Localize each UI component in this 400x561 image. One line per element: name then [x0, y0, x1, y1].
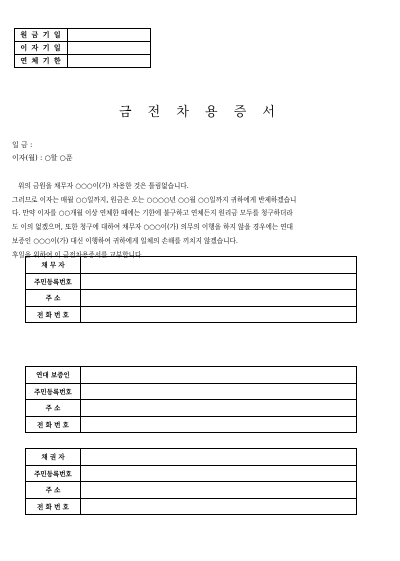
creditor-phone-value[interactable]: [81, 498, 357, 515]
overdue-limit-label: 연 체 기 한: [15, 55, 68, 68]
table-row: [26, 482, 357, 499]
debtor-table: [25, 256, 357, 323]
table-row: [26, 498, 357, 515]
deadline-table: [14, 28, 151, 68]
creditor-label: 채 권 자: [26, 449, 81, 466]
loan-terms-text: [12, 180, 390, 262]
debtor-id-value[interactable]: [81, 273, 357, 290]
creditor-id-label: 주민등록번호: [26, 465, 81, 482]
table-row: [26, 290, 357, 307]
body-line: 후일을 위하여 이 금전차용증서를 교부합니다.: [12, 250, 144, 259]
guarantor-id-value[interactable]: [81, 383, 357, 400]
guarantor-phone-label: 전 화 번 호: [26, 416, 81, 433]
overdue-limit-value[interactable]: [68, 55, 151, 68]
body-line: 도 이의 없겠으며, 또한 청구에 대하여 채무자 ○○○이(가) 의무의 이행을 하지 않을 경우에는 연대: [12, 223, 294, 232]
table-row: [26, 306, 357, 323]
creditor-table: [25, 448, 357, 515]
debtor-value[interactable]: [81, 257, 357, 274]
document-title: 금 전 차 용 증 서: [118, 105, 281, 120]
table-row: [15, 29, 151, 42]
interest-label: 이자(월) :: [12, 154, 43, 162]
table-row: [26, 465, 357, 482]
body-line: 위의 금원을 채무자 ○○○이(가) 차용한 것은 틀림없습니다.: [18, 182, 189, 190]
guarantor-address-value[interactable]: [81, 400, 357, 417]
body-line: 그러므로 이자는 매월 ○○일까지, 원금은 오는 ○○○○년 ○○월 ○○일까지 귀하에게 반제하겠습니: [12, 195, 297, 204]
table-row: [15, 55, 151, 68]
interest-field: [12, 153, 73, 163]
table-row: [26, 367, 357, 384]
creditor-id-value[interactable]: [81, 465, 357, 482]
table-row: [26, 449, 357, 466]
interest-due-label: 이 자 기 일: [15, 42, 68, 55]
creditor-address-value[interactable]: [81, 482, 357, 499]
table-row: [26, 416, 357, 433]
guarantor-address-label: 주 소: [26, 400, 81, 417]
debtor-address-value[interactable]: [81, 290, 357, 307]
interest-due-value[interactable]: [68, 42, 151, 55]
amount-field: [12, 140, 50, 150]
table-row: [26, 400, 357, 417]
table-row: [15, 42, 151, 55]
body-line: 보증인 ○○○이(가) 대신 이행하여 귀하에게 일체의 손해를 끼치지 않겠습니다.: [12, 236, 238, 245]
amount-label: 일 금 :: [12, 141, 33, 149]
principal-due-label: 원 금 기 일: [15, 29, 68, 42]
creditor-value[interactable]: [81, 449, 357, 466]
guarantor-id-label: 주민등록번호: [26, 383, 81, 400]
guarantor-label: 연대 보증인: [26, 367, 81, 384]
debtor-phone-label: 전 화 번 호: [26, 306, 81, 323]
principal-due-value[interactable]: [68, 29, 151, 42]
table-row: [26, 257, 357, 274]
guarantor-value[interactable]: [81, 367, 357, 384]
guarantor-table: [25, 366, 357, 433]
guarantor-phone-value[interactable]: [81, 416, 357, 433]
debtor-label: 채 무 자: [26, 257, 81, 274]
debtor-id-label: 주민등록번호: [26, 273, 81, 290]
debtor-address-label: 주 소: [26, 290, 81, 307]
table-row: [26, 273, 357, 290]
interest-value: ○할 ○푼: [44, 154, 73, 162]
creditor-address-label: 주 소: [26, 482, 81, 499]
creditor-phone-label: 전 화 번 호: [26, 498, 81, 515]
body-line: 다. 만약 이자를 ○○개월 이상 연체한 때에는 기한에 불구하고 연체든지 원리금 모두를 청구하더라: [12, 209, 293, 218]
debtor-phone-value[interactable]: [81, 306, 357, 323]
table-row: [26, 383, 357, 400]
